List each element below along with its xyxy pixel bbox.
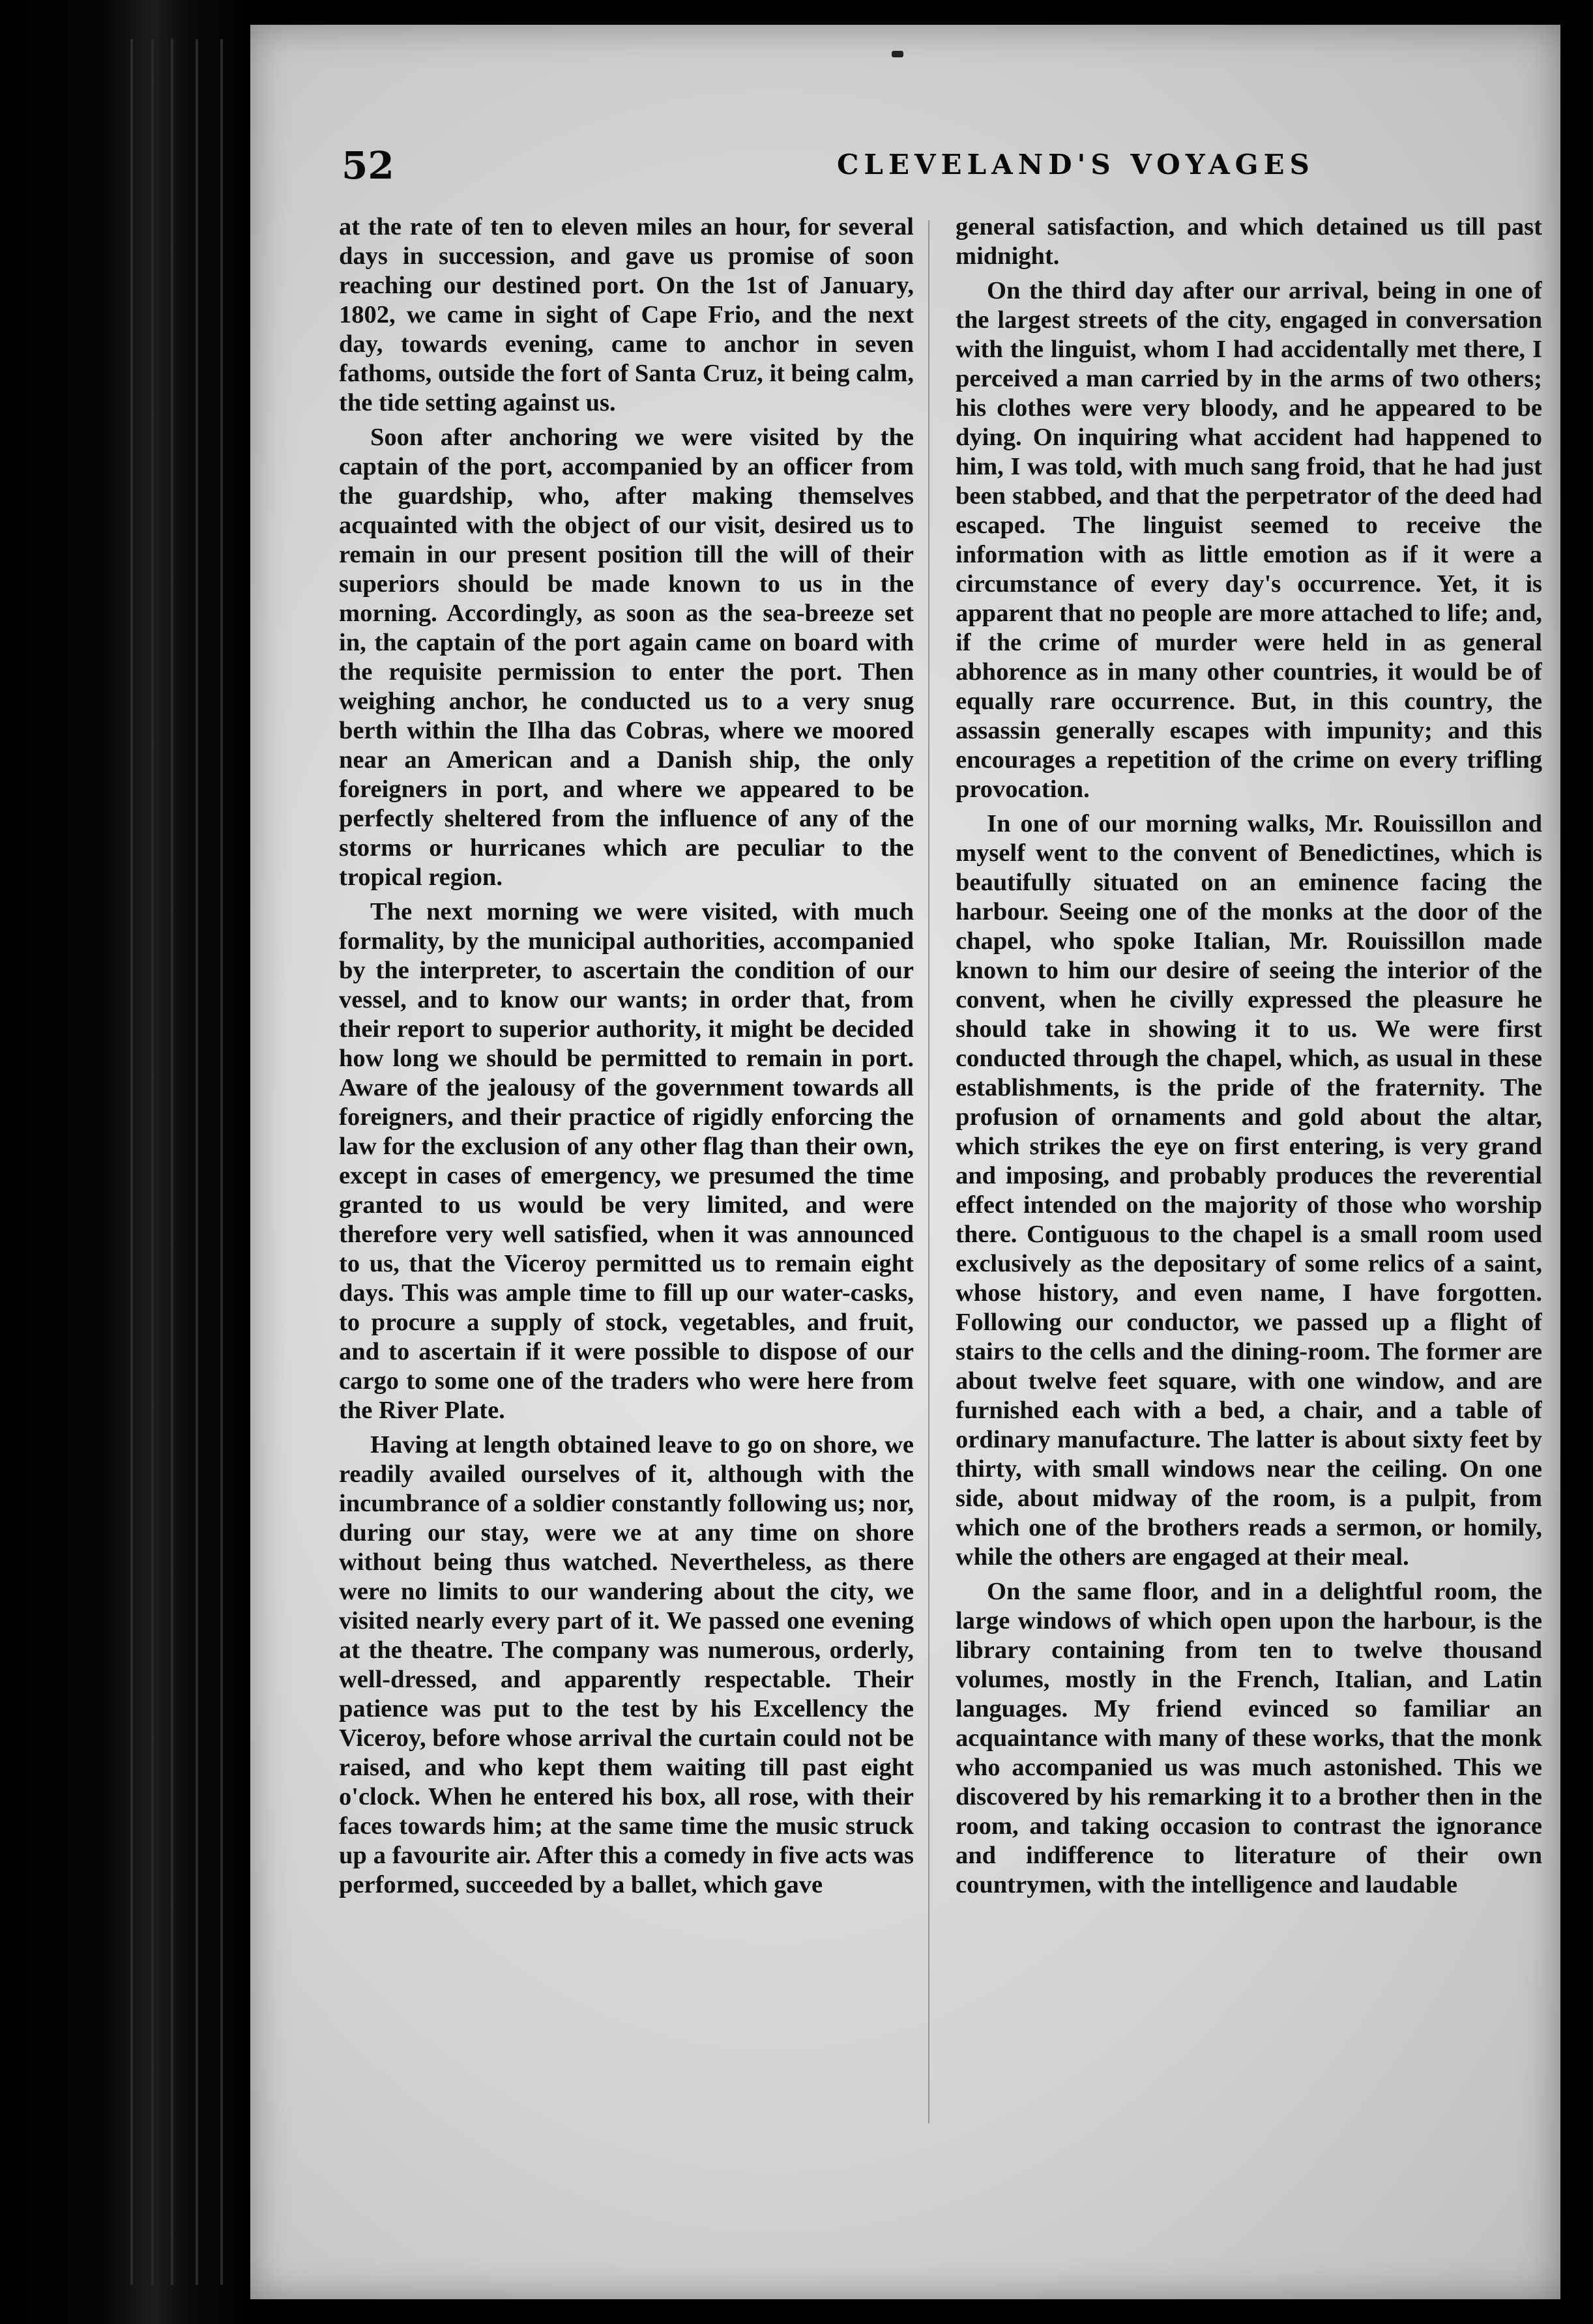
ink-mark	[892, 51, 903, 57]
paragraph: Having at length obtained leave to go on shore, we readily availed ourselves of it, although with the incumbrance of a soldier constantly following us; nor, during our stay, were we at any time on shore without being thus watched. Nevertheless, as there were no limits to our wandering about the city, we visited nearly every part of it. We passed one evening at the theatre. The company was numerous, orderly, well-dressed, and apparently respectable. Their patience was put to the test by his Excellency the Viceroy, before whose arrival the curtain could not be raised, and who kept them waiting till past eight o'clock. When he entered his box, all rose, with their faces towards him; at the same time the music struck up a favourite air. After this a comedy in five acts was performed, succeeded by a ballet, which gave	[339, 1431, 914, 1898]
paragraph: In one of our morning walks, Mr. Rouissillon and myself went to the convent of Benedictines, which is beautifully situated on an eminence facing the harbour. Seeing one of the monks at the door of the chapel, who spoke Italian, Mr. Rouissillon made known to him our desire of seeing the interior of the convent, when he civilly expressed the pleasure he should take in showing it to us. We were first conducted through the chapel, which, as usual in these establishments, is the pride of the fraternity. The profusion of ornaments and gold about the altar, which strikes the eye on first entering, is very grand and imposing, and probably produces the reverential effect intended on the majority of those who worship there. Contiguous to the chapel is a small room used exclusively as the depositary of some relics of a saint, whose history, and even name, I have forgotten. Following our conductor, we passed up a flight of stairs to the cells and the dining-room. The former are about twelve feet square, with one window, and are furnished each with a bed, a chair, and a table of ordinary manufacture. The latter is about sixty feet by thirty, with small windows near the ceiling. On one side, about midway of the room, is a pulpit, from which one of the brothers reads a sermon, or homily, while the others are engaged at their meal.	[956, 810, 1542, 1571]
paragraph: The next morning we were visited, with much formality, by the municipal authorities, accompanied by the interpreter, to ascertain the condition of our vessel, and to know our wants; in order that, from their report to superior authority, it might be decided how long we should be permitted to remain in port. Aware of the jealousy of the government towards all foreigners, and their practice of rigidly enforcing the law for the exclusion of any other flag than their own, except in cases of emergency, we presumed the time granted to us would be very limited, and were therefore very well satisfied, when it was announced to us, that the Viceroy permitted us to remain eight days. This was ample time to fill up our water-casks, to procure a supply of stock, vegetables, and fruit, and to ascertain if it were possible to dispose of our cargo to some one of the traders who were here from the River Plate.	[339, 898, 914, 1424]
paragraph: On the third day after our arrival, being in one of the largest streets of the city, engaged in conversation with the linguist, whom I had accidentally met there, I perceived a man carried by in the arms of two others; his clothes were very bloody, and he appeared to be dying. On inquiring what accident had happened to him, I was told, with much sang froid, that he had just been stabbed, and that the perpetrator of the deed had escaped. The linguist seemed to receive the information with as little emotion as if it were a circumstance of every day's occurrence. Yet, it is apparent that no people are more attached to life; and, if the crime of murder were held in as general abhorence as in many other countries, it would be of equally rare occurrence. But, in this country, the assassin generally escapes with impunity; and this encourages a repetition of the crime on every trifling provocation.	[956, 277, 1542, 803]
binding-edge-line	[220, 39, 223, 2285]
column-divider	[928, 220, 929, 2123]
paragraph: general satisfaction, and which detained us till past midnight.	[956, 213, 1542, 270]
book-page	[250, 25, 1560, 2299]
paragraph: Soon after anchoring we were visited by the captain of the port, accompanied by an officer from the guardship, who, after making themselves acquainted with the object of our visit, desired us to remain in our present position till the will of their superiors should be made known to us in the morning. Accordingly, as soon as the sea-breeze set in, the captain of the port again came on board with the requisite permission to enter the port. Then weighing anchor, he conducted us to a very snug berth within the Ilha das Cobras, where we moored near an American and a Danish ship, the only foreigners in port, and where we appeared to be perfectly sheltered from the influence of any of the storms or hurricanes which are peculiar to the tropical region.	[339, 424, 914, 891]
binding-edge-line	[171, 39, 173, 2285]
scan-edge	[1560, 0, 1593, 2324]
paragraph: at the rate of ten to eleven miles an hour, for several days in succession, and gave us promise of soon reaching our destined port. On the 1st of January, 1802, we came in sight of Cape Frio, and the next day, towards evening, came to anchor in seven fathoms, outside the fort of Santa Cruz, it being calm, the tide setting against us.	[339, 213, 914, 416]
running-title: CLEVELAND'S VOYAGES	[837, 149, 1315, 181]
binding-edge-line	[151, 39, 154, 2285]
paragraph: On the same floor, and in a delightful room, the large windows of which open upon the harbour, is the library containing from ten to twelve thousand volumes, mostly in the French, Italian, and Latin languages. My friend evinced so familiar an acquaintance with many of these works, that the monk who accompanied us was much astonished. This we discovered by his remarking it to a brother then in the room, and taking occasion to contrast the ignorance and indifference to literature of their own countrymen, with the intelligence and laudable	[956, 1578, 1542, 1898]
binding-edge-line	[196, 39, 198, 2285]
left-column	[339, 212, 914, 2285]
book-spine	[0, 0, 254, 2324]
running-head	[342, 143, 1521, 189]
binding-edge-line	[130, 39, 133, 2285]
right-column	[956, 212, 1542, 2285]
page-number: 52	[342, 143, 394, 188]
